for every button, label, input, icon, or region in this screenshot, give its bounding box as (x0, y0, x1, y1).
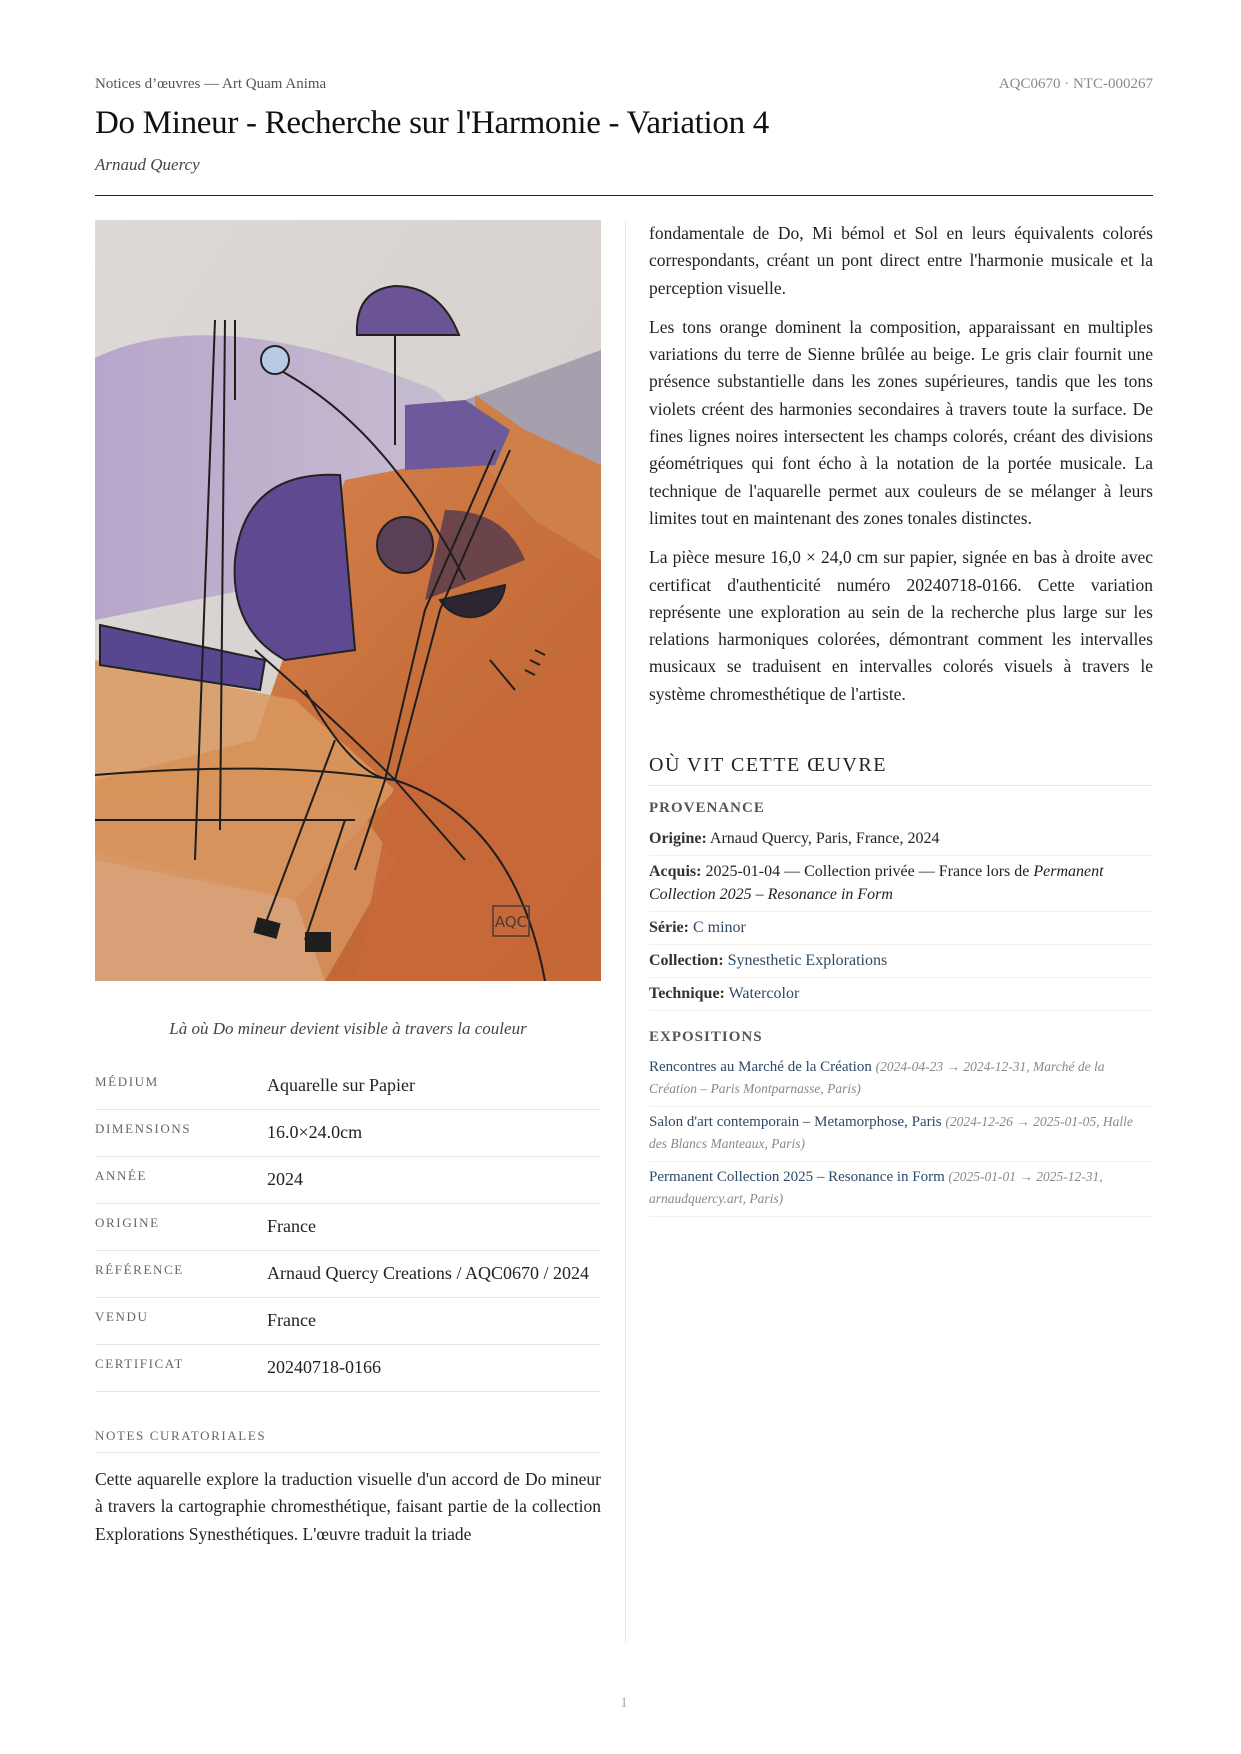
meta-label: RÉFÉRENCE (95, 1262, 184, 1277)
exhibition-link[interactable]: Permanent Collection 2025 – Resonance in Form (649, 1169, 945, 1186)
acquired-event: Permanent Collection 2025 – Resonance in Form (649, 863, 1104, 904)
provenance-heading: PROVENANCE (649, 800, 765, 817)
origin-label: Origine: (649, 830, 707, 848)
exhibition-item (649, 1052, 1153, 1107)
exhibition-item (649, 1162, 1153, 1217)
meta-value: 20240718-0166 (267, 1357, 381, 1377)
meta-row-medium (95, 1063, 601, 1110)
meta-row-dimensions (95, 1110, 601, 1157)
collection-label: Collection: (649, 952, 724, 970)
origin-value: Arnaud Quercy, Paris, France, 2024 (709, 830, 940, 848)
provenance-series (649, 912, 1153, 945)
curatorial-paragraph-continued: fondamentale de Do, Mi bémol et Sol en leurs équivalents colorés correspondants, créant un pont direct entre l'harmonie musicale et la perception visuelle. (649, 223, 1153, 298)
meta-row-sold (95, 1298, 601, 1345)
meta-row-reference (95, 1251, 601, 1298)
series-label: Série: (649, 919, 689, 937)
notice-page (95, 0, 1153, 1754)
artist-signature: AQC (494, 913, 528, 931)
meta-label: ANNÉE (95, 1168, 148, 1183)
page-number: 1 (620, 1695, 628, 1711)
artwork-title: Do Mineur - Recherche sur l'Harmonie - Variation 4 (95, 105, 769, 141)
exhibition-link[interactable]: Salon d'art contemporain – Metamorphose, Paris (649, 1114, 942, 1131)
meta-value: Arnaud Quercy Creations / AQC0670 / 2024 (267, 1263, 589, 1283)
column-divider (625, 222, 626, 1642)
meta-label: CERTIFICAT (95, 1356, 184, 1371)
provenance-acquired (649, 856, 1153, 912)
collection-label: Notices d’œuvres — Art Quam Anima (95, 76, 327, 92)
location-heading: OÙ VIT CETTE ŒUVRE (649, 754, 1153, 786)
exhibition-detail: (2024-04-23 → 2024-12-31, Marché de la Création – Paris Montparnasse, Paris) (649, 1059, 1105, 1097)
technique-label: Technique: (649, 985, 725, 1003)
technique-link[interactable]: Watercolor (728, 985, 800, 1003)
meta-row-certificate (95, 1345, 601, 1392)
curatorial-notes-heading: NOTES CURATORIALES (95, 1428, 601, 1453)
meta-value: France (267, 1216, 316, 1236)
reference-codes: AQC0670 · NTC-000267 (998, 76, 1153, 92)
exhibition-item (649, 1107, 1153, 1162)
meta-value: 2024 (267, 1169, 303, 1189)
meta-value: France (267, 1310, 316, 1330)
header-rule (95, 195, 1153, 196)
series-link[interactable]: C minor (692, 919, 746, 937)
metadata-table (95, 1063, 601, 1392)
curatorial-paragraph: La pièce mesure 16,0 × 24,0 cm sur papier, signée en bas à droite avec certificat d'authenticité numéro 20240718-0166. Cette variation représente une exploration au sein de la recherche plus large sur les relations harmoniques colorées, démontrant comment les intervalles musicaux se traduisent en intervalles colorés visuels à travers le système chromesthétique de l'artiste. (649, 547, 1153, 704)
provenance-origin (649, 823, 1153, 856)
exhibitions-heading: EXPOSITIONS (649, 1029, 763, 1046)
acquired-value: 2025-01-04 — Collection privée — France lors de (705, 863, 1030, 881)
artwork-caption: Là où Do mineur devient visible à travers la couleur (169, 1019, 527, 1038)
curatorial-paragraph: Cette aquarelle explore la traduction visuelle d'un accord de Do mineur à travers la cartographie chromesthétique, faisant partie de la collection Explorations Synesthétiques. L'œuvre traduit la triade (95, 1469, 601, 1544)
exhibition-detail: (2024-12-26 → 2025-01-05, Halle des Blancs Manteaux, Paris) (649, 1114, 1133, 1152)
provenance-technique (649, 978, 1153, 1011)
meta-label: VENDU (95, 1309, 149, 1324)
meta-row-year (95, 1157, 601, 1204)
meta-value: Aquarelle sur Papier (267, 1075, 415, 1095)
exhibition-link[interactable]: Rencontres au Marché de la Création (649, 1059, 872, 1076)
meta-label: ORIGINE (95, 1215, 160, 1230)
meta-label: MÉDIUM (95, 1074, 159, 1089)
exhibition-detail: (2025-01-01 → 2025-12-31, arnaudquercy.art, Paris) (649, 1169, 1103, 1207)
meta-value: 16.0×24.0cm (267, 1122, 363, 1142)
artwork-image (95, 220, 601, 981)
curatorial-paragraph: Les tons orange dominent la composition, apparaissant en multiples variations du terre de Sienne brûlée au beige. Le gris clair fournit une présence substantielle dans les zones supérieures, tandis que les tons violets créent des harmonies secondaires à travers toute la surface. De fines lignes noires intersectent les champs colorés, créant des divisions géométriques qui font écho à la notation de la portée musicale. La technique de l'aquarelle permet aux couleurs de se mélanger à leurs limites tout en maintenant des zones tonales distinctes. (649, 316, 1153, 528)
acquired-label: Acquis: (649, 863, 702, 881)
collection-link[interactable]: Synesthetic Explorations (727, 952, 888, 970)
provenance-collection (649, 945, 1153, 978)
right-column (649, 220, 1153, 1217)
artist-name: Arnaud Quercy (95, 155, 200, 174)
meta-row-origin (95, 1204, 601, 1251)
meta-label: DIMENSIONS (95, 1121, 192, 1136)
left-column (95, 220, 601, 1548)
